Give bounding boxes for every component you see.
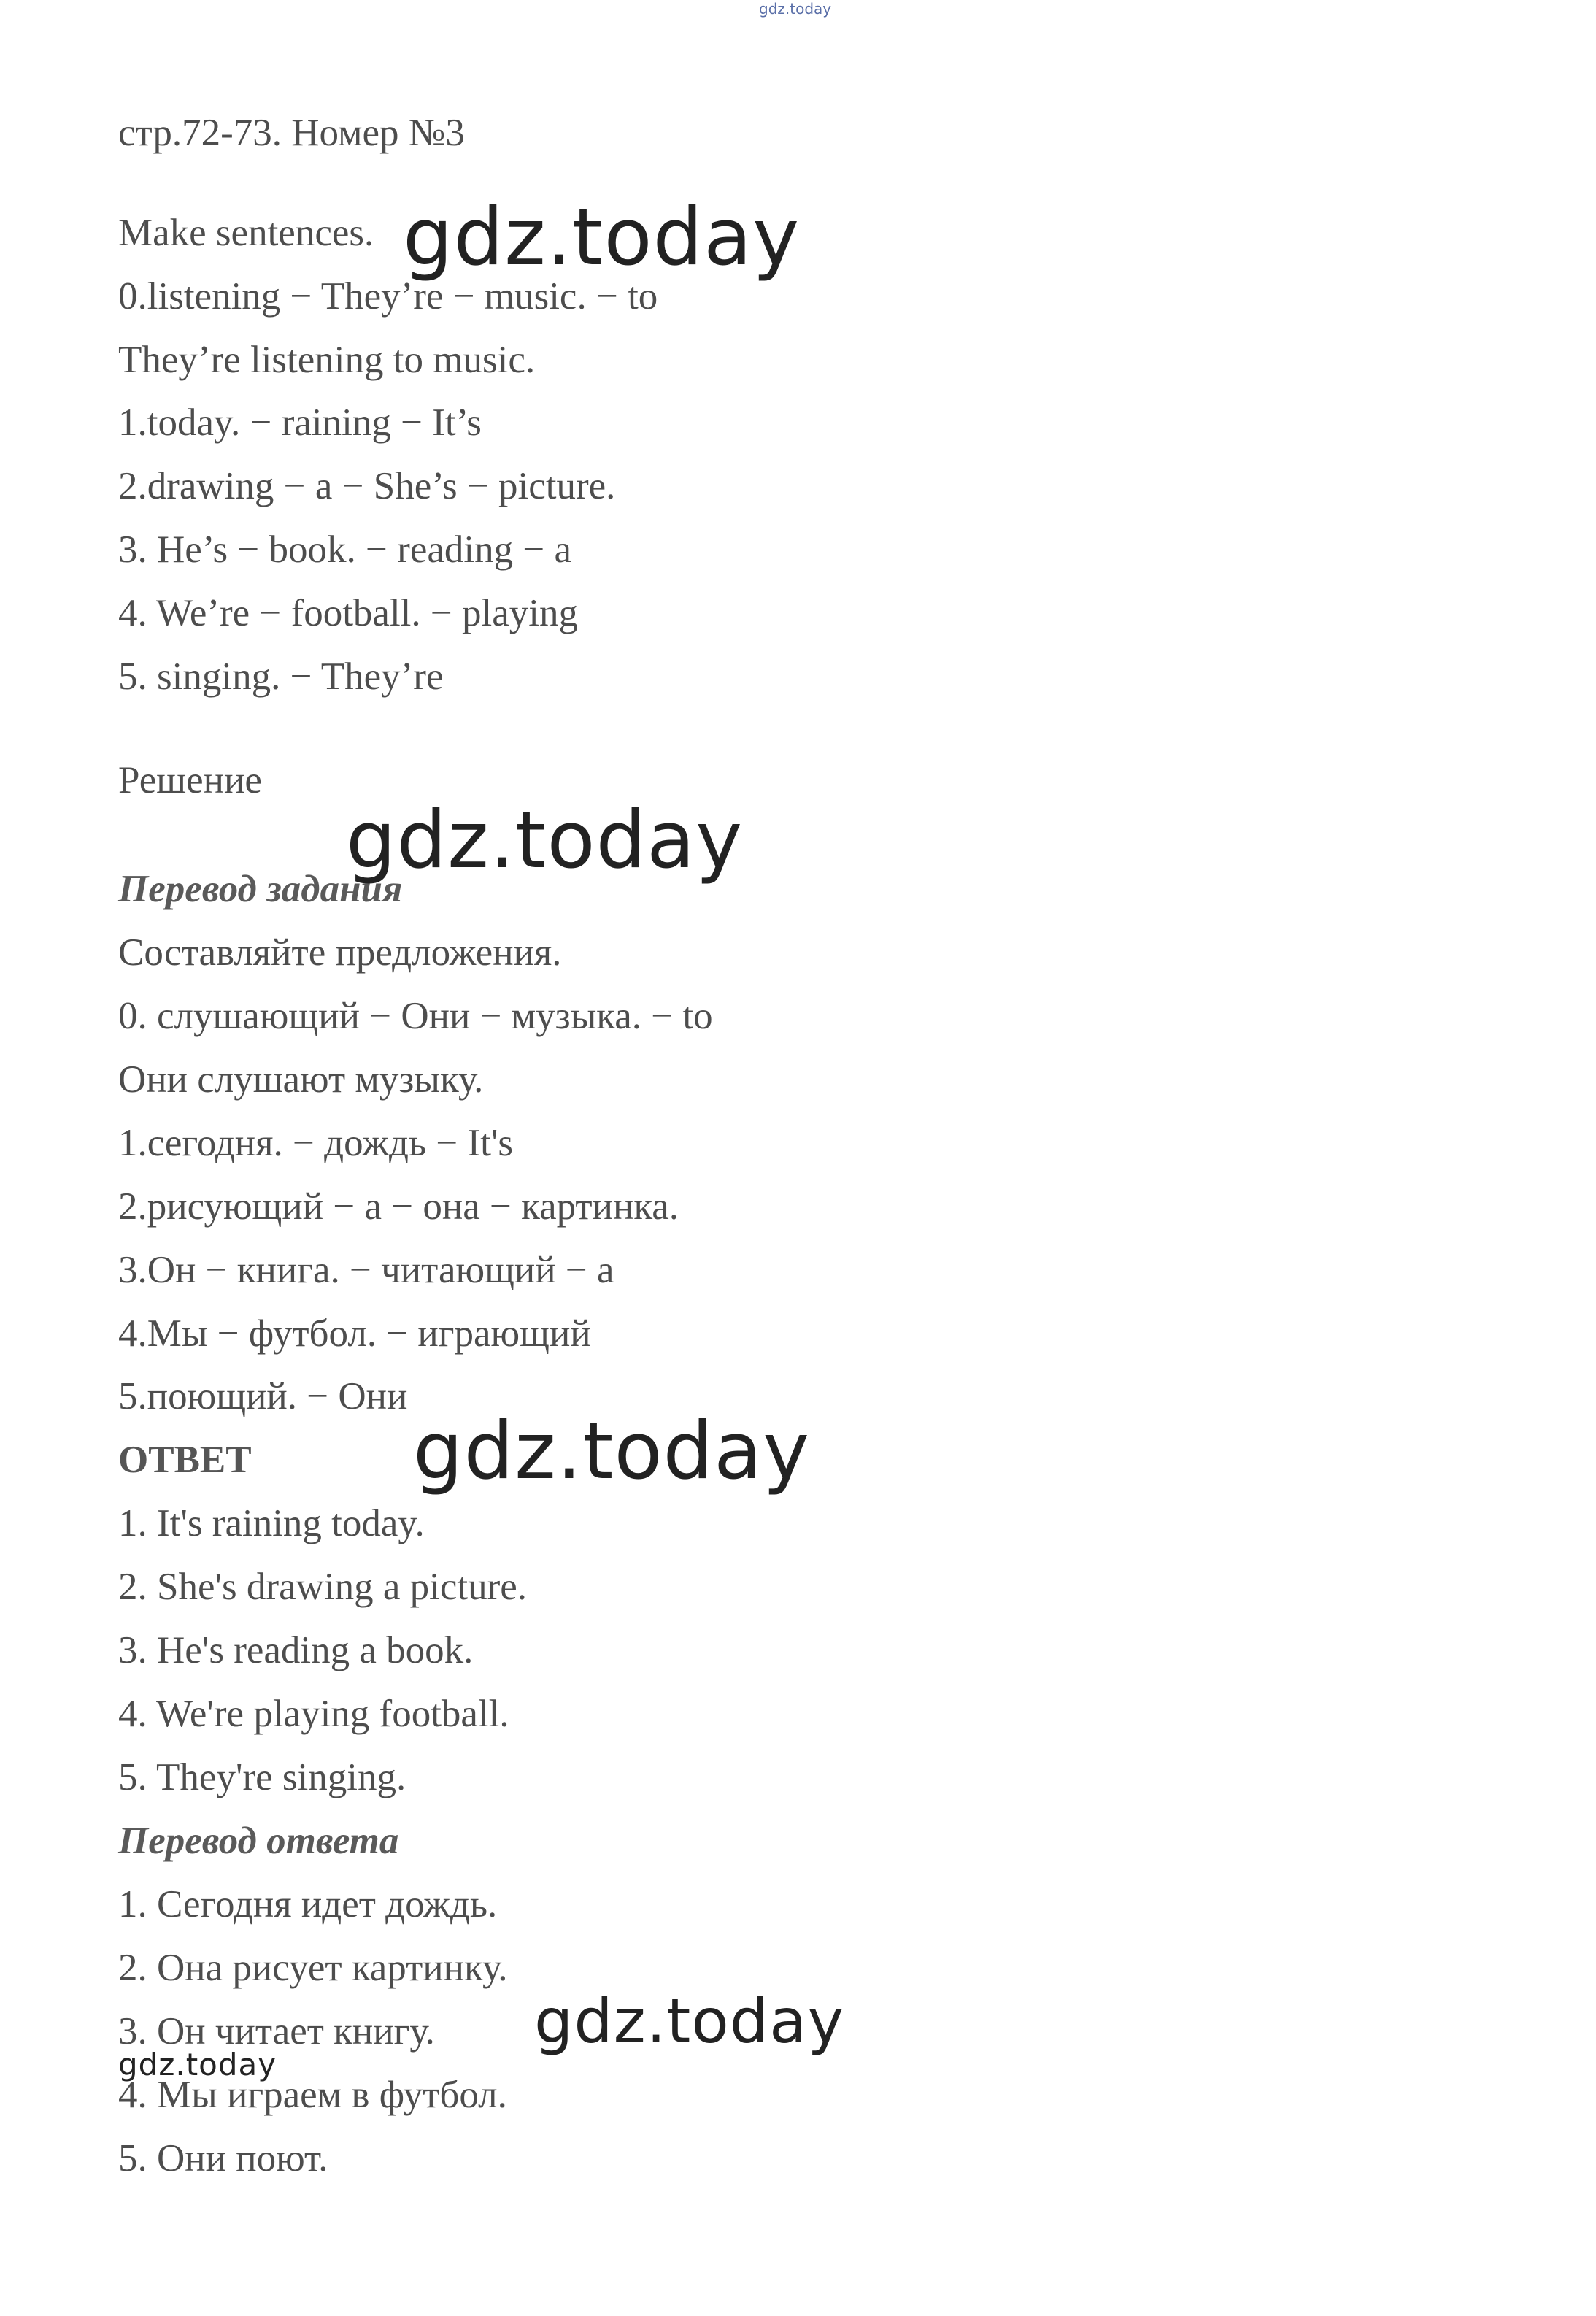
translation-line: 1.сегодня. − дождь − It's <box>118 1122 514 1164</box>
task-instruction: Make sentences. <box>118 212 374 254</box>
watermark: gdz.today <box>403 192 801 283</box>
watermark: gdz.today <box>534 1985 845 2057</box>
solution-heading: Решение <box>118 759 262 801</box>
watermark: gdz.today <box>413 1406 811 1497</box>
page-title: стр.72-73. Номер №3 <box>118 112 465 154</box>
answer-heading: ОТВЕТ <box>118 1439 252 1481</box>
task-line: 2.drawing − a − She’s − picture. <box>118 465 616 507</box>
translation-line: Они слушают музыку. <box>118 1058 484 1101</box>
translation-line: 2.рисующий − a − она − картинка. <box>118 1185 679 1228</box>
watermark-small: gdz.today <box>118 2047 277 2082</box>
answer-translation-heading: Перевод ответа <box>118 1820 399 1862</box>
translation-heading: Перевод задания <box>118 868 403 910</box>
task-line: 3. He’s − book. − reading − a <box>118 528 572 571</box>
translation-line: Составляйте предложения. <box>118 931 562 974</box>
answer-line: 1. It's raining today. <box>118 1502 425 1544</box>
answer-line: 5. They're singing. <box>118 1756 406 1798</box>
watermark: gdz.today <box>346 795 744 886</box>
answer-translation-line: 3. Он читает книгу. <box>118 2010 435 2053</box>
task-line: 4. We’re − football. − playing <box>118 592 579 634</box>
translation-line: 0. слушающий − Они − музыка. − to <box>118 995 713 1037</box>
answer-line: 2. She's drawing a picture. <box>118 1566 528 1608</box>
task-line: 0.listening − They’re − music. − to <box>118 275 658 318</box>
answer-line: 4. We're playing football. <box>118 1693 509 1735</box>
translation-line: 4.Мы − футбол. − играющий <box>118 1312 591 1355</box>
task-line: 5. singing. − They’re <box>118 655 444 698</box>
translation-line: 5.поющий. − Они <box>118 1375 408 1417</box>
answer-translation-line: 5. Они поют. <box>118 2137 328 2180</box>
answer-translation-line: 1. Сегодня идет дождь. <box>118 1883 498 1925</box>
answer-translation-line: 4. Мы играем в футбол. <box>118 2074 507 2116</box>
task-line: They’re listening to music. <box>118 339 536 381</box>
answer-translation-line: 2. Она рисует картинку. <box>118 1947 508 1989</box>
watermark-top: gdz.today <box>759 0 832 18</box>
answer-line: 3. He's reading a book. <box>118 1629 474 1671</box>
translation-line: 3.Он − книга. − читающий − a <box>118 1249 614 1291</box>
task-line: 1.today. − raining − It’s <box>118 401 482 444</box>
